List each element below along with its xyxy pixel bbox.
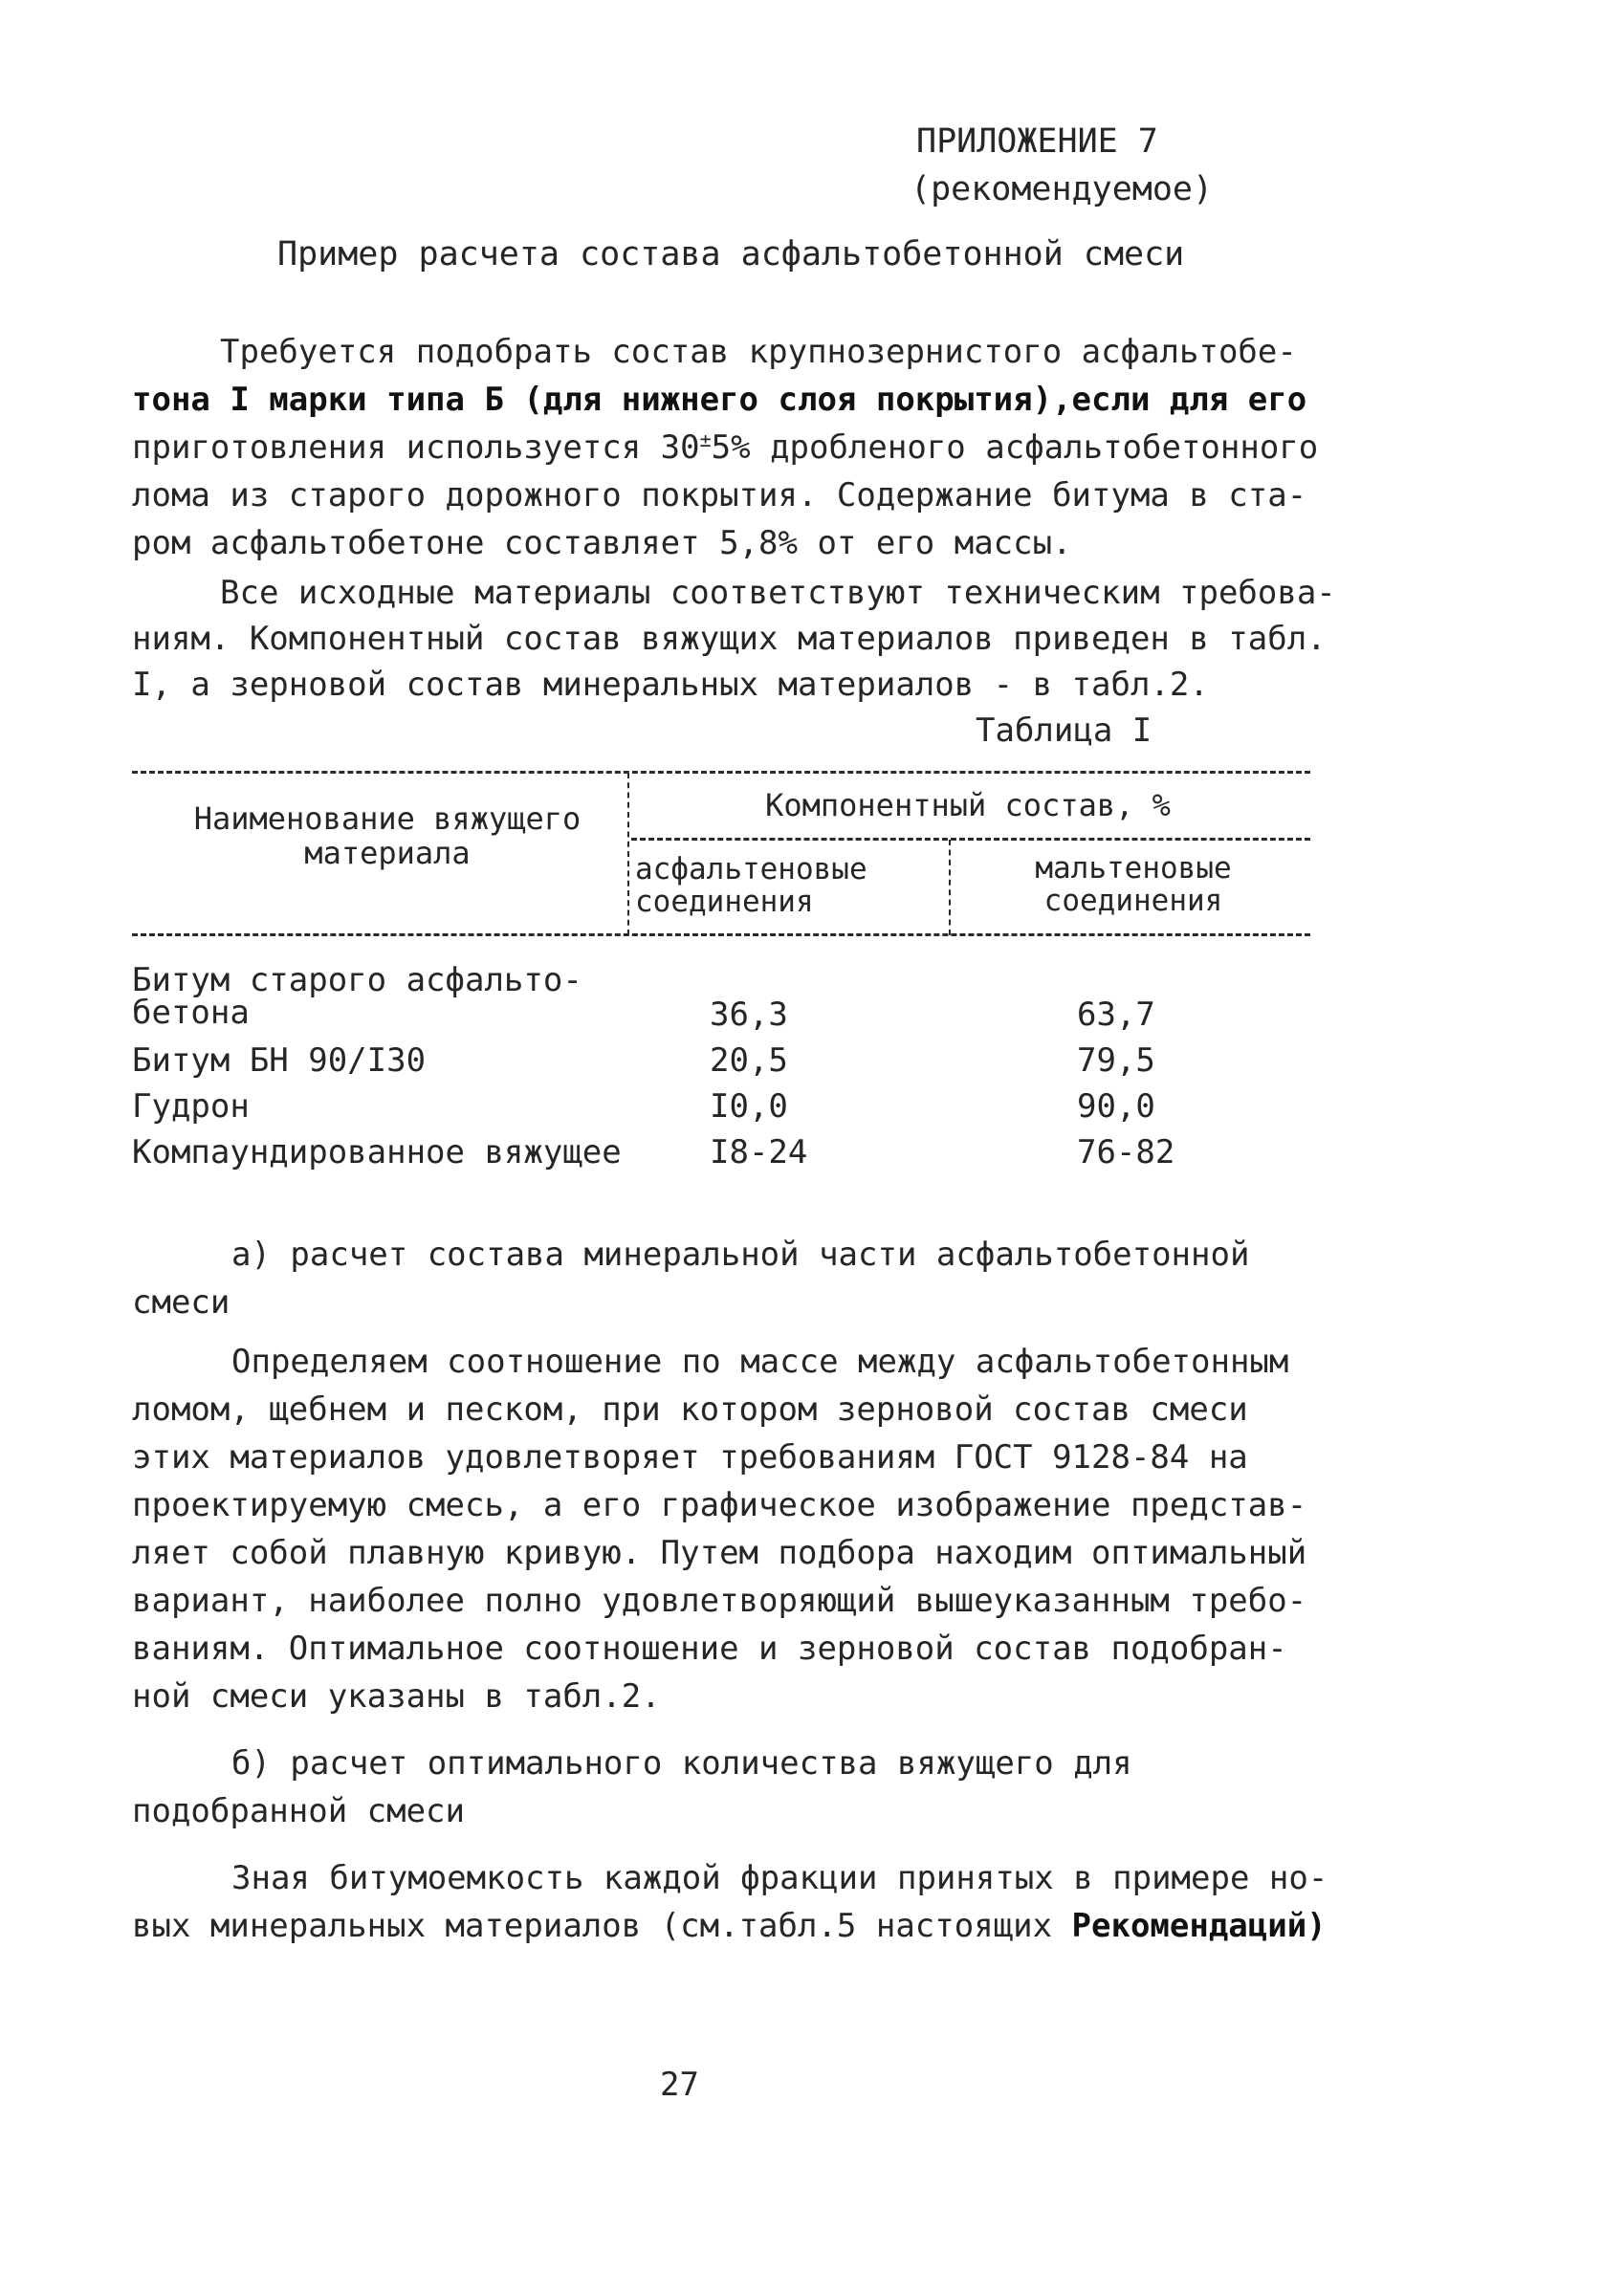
- page-title: Пример расчета состава асфальтобетонной смеси: [277, 235, 1185, 274]
- bold-word: Рекомендаций): [1071, 1907, 1327, 1945]
- para4-line-1: Зная битумоемкость каждой фракции принятых в примере но-: [231, 1859, 1328, 1897]
- col-header-b-2: соединения: [1043, 884, 1223, 918]
- para3-line-2: ломом, щебнем и песком, при котором зерновой состав смеси: [132, 1390, 1248, 1429]
- row-value-b: 63,7: [1077, 996, 1155, 1034]
- row-name: Битум БН 90/I30: [132, 1041, 427, 1080]
- para3-line-3: этих материалов удовлетворяет требованиям ГОСТ 9128-84 на: [132, 1438, 1248, 1477]
- table-divider-vertical: [627, 773, 629, 935]
- row-name: Гудрон: [132, 1087, 250, 1126]
- plus-minus-sign: ±: [699, 428, 712, 451]
- col-header-a-1: асфальтеновые: [635, 852, 867, 886]
- col-header-b-1: мальтеновые: [1035, 851, 1232, 886]
- para2-line-3: I, а зерновой состав минеральных материалов - в табл.2.: [132, 666, 1209, 704]
- row-value-b: 90,0: [1077, 1087, 1155, 1126]
- appendix-note: (рекомендуемое): [911, 170, 1214, 208]
- row-name: Компаундированное вяжущее: [132, 1133, 622, 1171]
- para4-line-2: вых минеральных материалов (см.табл.5 настоящих Рекомендаций): [132, 1907, 1327, 1945]
- row-name-cont: бетона: [132, 994, 250, 1032]
- para3-line-6: вариант, наиболее полно удовлетворяющий вышеуказанным требо-: [132, 1582, 1307, 1620]
- row-value-a: I8-24: [710, 1133, 808, 1171]
- para3-line-4: проектируемую смесь, а его графическое изображение представ-: [132, 1486, 1307, 1524]
- intro-line-1: Требуется подобрать состав крупнозернистого асфальтобе-: [220, 333, 1297, 371]
- page-number: 27: [660, 2066, 699, 2104]
- para3-line-5: ляет собой плавную кривую. Путем подбора находим оптимальный: [132, 1534, 1307, 1572]
- row-value-a: 20,5: [710, 1041, 788, 1080]
- table-divider-subcols: [949, 840, 951, 935]
- col-header-name-1: Наименование вяжущего: [193, 800, 582, 837]
- section-a-heading-cont: смеси: [132, 1283, 230, 1322]
- para3-line-8: ной смеси указаны в табл.2.: [132, 1677, 661, 1716]
- table1-label: Таблица I: [976, 711, 1152, 750]
- col-header-name-2: материала: [304, 835, 471, 871]
- section-a-heading: а) расчет состава минеральной части асфальтобетонной: [231, 1236, 1250, 1274]
- intro-line-2: тона I марки типа Б (для нижнего слоя покрытия),если для его: [132, 381, 1307, 419]
- intro-line-5: ром асфальтобетоне составляет 5,8% от его массы.: [132, 524, 1072, 562]
- row-value-a: I0,0: [710, 1087, 788, 1126]
- table-rule-group: [631, 838, 1310, 841]
- section-b-heading-cont: подобранной смеси: [132, 1792, 465, 1830]
- section-b-heading: б) расчет оптимального количества вяжущего для: [231, 1744, 1132, 1783]
- para2-line-1: Все исходные материалы соответствуют техническим требова-: [220, 574, 1336, 612]
- table-rule-top: [132, 771, 1310, 774]
- para3-line-7: ваниям. Оптимальное соотношение и зерновой состав подобран-: [132, 1630, 1287, 1668]
- para2-line-2: ниям. Компонентный состав вяжущих материалов приведен в табл.: [132, 620, 1327, 658]
- intro-line-4: лома из старого дорожного покрытия. Содержание битума в ста-: [132, 476, 1307, 514]
- row-value-b: 79,5: [1077, 1041, 1155, 1080]
- row-value-b: 76-82: [1077, 1133, 1175, 1171]
- row-value-a: 36,3: [710, 996, 788, 1034]
- appendix-label: ПРИЛОЖЕНИЕ 7: [916, 122, 1158, 161]
- col-header-a-2: соединения: [635, 885, 814, 919]
- row-name: Битум старого асфальто-: [132, 961, 582, 999]
- intro-line-3: приготовления используется 30±5% дробленого асфальтобетонного: [132, 428, 1319, 467]
- col-header-group: Компонентный состав, %: [765, 787, 1171, 823]
- para3-line-1: Определяем соотношение по массе между асфальтобетонным: [231, 1343, 1289, 1381]
- table-rule-header-bottom: [132, 933, 1310, 936]
